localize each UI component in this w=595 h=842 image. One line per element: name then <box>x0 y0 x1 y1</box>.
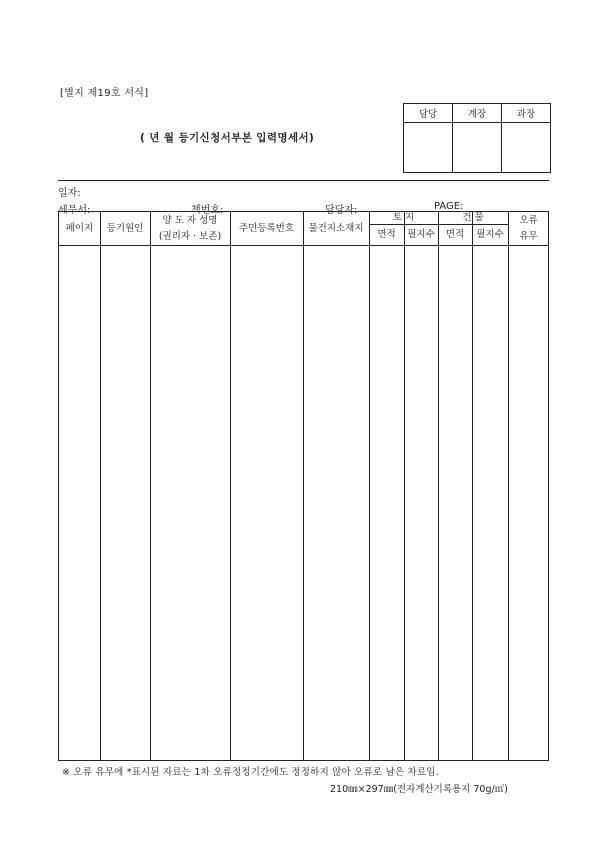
page-label: PAGE: <box>434 201 464 212</box>
header-transferor-note: (권리자 · 보존) <box>158 230 222 242</box>
header-error-top: 오류 <box>519 215 538 227</box>
col-line <box>508 212 509 760</box>
col-line <box>438 212 439 760</box>
header-building-area: 면적 <box>445 228 465 240</box>
header-registration-cause: 등기원인 <box>106 222 144 234</box>
book-number-label: 책번호: <box>191 205 224 216</box>
header-error <box>508 212 549 245</box>
col-line <box>230 212 231 760</box>
approval-signature-row <box>404 123 550 172</box>
form-number: [별지 제19호 서식] <box>60 88 149 99</box>
header-building: 건 물 <box>462 212 484 224</box>
header-error-bottom: 유무 <box>519 230 538 242</box>
date-label: 일자: <box>58 188 81 199</box>
header-property-location: 물건지소재지 <box>308 222 364 234</box>
approval-box <box>403 103 551 173</box>
header-transferor <box>150 212 230 245</box>
approval-header-director: 과장 <box>501 104 550 122</box>
form-title: ( 년 월 등기신청서부본 입력명세서) <box>140 132 315 144</box>
header-land-area: 면적 <box>377 228 396 240</box>
header-resident-id: 주민등록번호 <box>238 222 295 234</box>
col-line <box>369 212 370 760</box>
header-building-parcels: 필지수 <box>476 228 504 240</box>
col-line <box>303 212 304 760</box>
col-line <box>100 212 101 760</box>
approval-sign-staff <box>404 123 452 172</box>
header-land-parcels: 필지수 <box>407 228 435 240</box>
header-land: 토 지 <box>392 212 415 224</box>
person-in-charge-label: 담당자: <box>325 205 358 216</box>
header-bottom-line <box>59 245 548 246</box>
approval-header-staff: 담당 <box>418 109 438 120</box>
col-line <box>404 212 405 760</box>
approval-sign-chief <box>452 123 501 172</box>
col-line <box>472 212 473 760</box>
header-transferor-name: 양 도 자 성명 <box>162 215 218 227</box>
header-divider <box>58 180 549 181</box>
paper-spec: 210㎜×297㎜(전자계산기록용지 70g/㎡) <box>330 784 508 795</box>
col-line <box>150 212 151 760</box>
tax-office-label: 세무서: <box>58 205 91 216</box>
approval-sign-director <box>501 123 550 172</box>
approval-header-row <box>404 104 550 123</box>
footnote: ※ 오류 유무에 *표시된 자료는 1차 오류정정기간에도 정정하지 않아 오류로 남은 자료임. <box>62 767 439 778</box>
approval-header-chief: 계장 <box>452 104 501 122</box>
header-page: 페이지 <box>65 222 94 234</box>
entry-table <box>58 211 549 761</box>
